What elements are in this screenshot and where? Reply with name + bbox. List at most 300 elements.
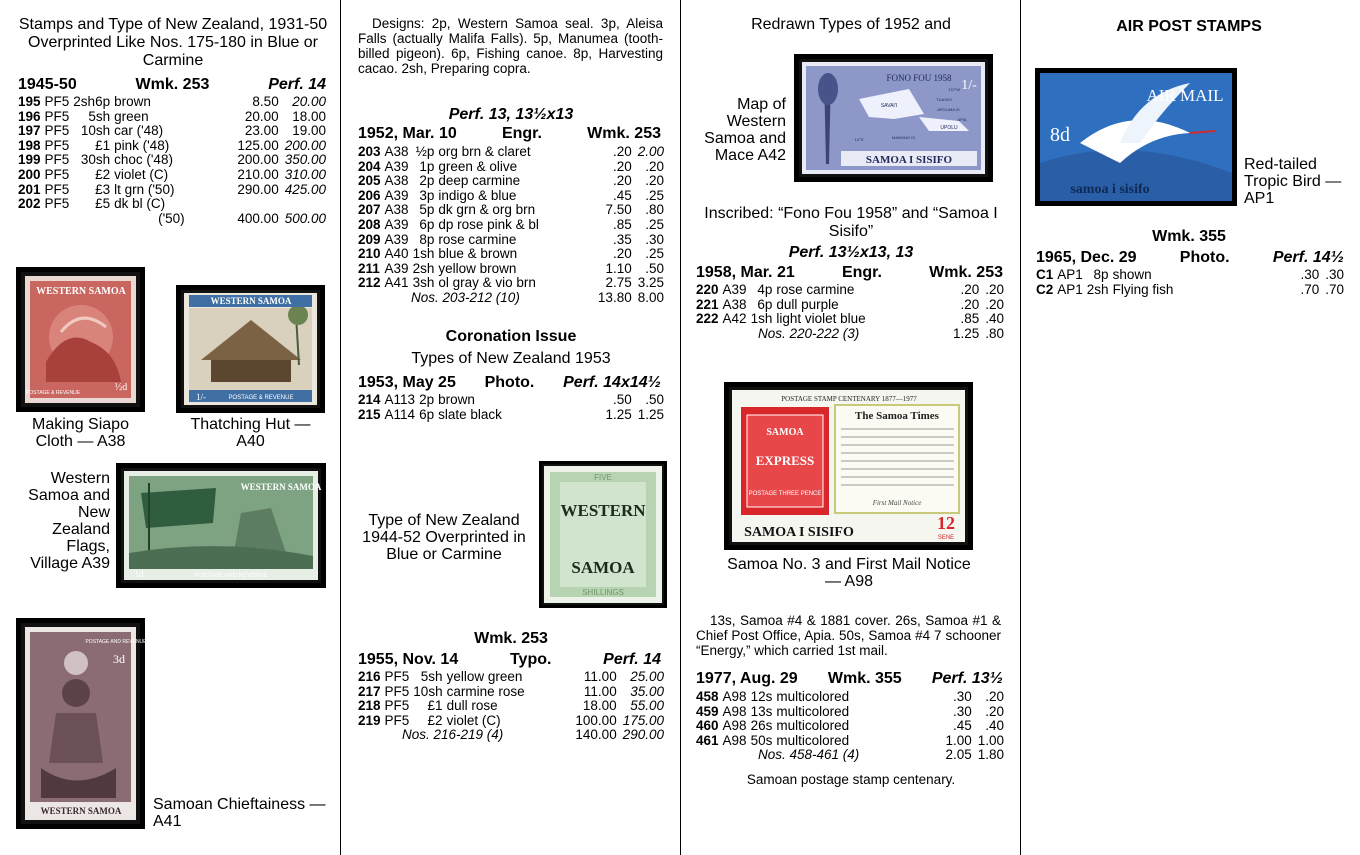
- row-unused: 8.50: [252, 94, 279, 109]
- row-denomination: 2sh: [1086, 281, 1109, 297]
- row-desc: multicolored: [776, 732, 850, 748]
- table-row: [18, 183, 326, 198]
- row-desc: brown: [438, 392, 475, 407]
- row-denomination: 1p: [419, 158, 435, 174]
- row-used: 55.00: [630, 698, 664, 714]
- total-used: 8.00: [637, 289, 664, 305]
- issue-header: [358, 651, 661, 669]
- row-desc: light violet blue: [776, 311, 866, 327]
- table-row: [18, 110, 326, 125]
- issue-date: 1955, Nov. 14: [358, 651, 459, 668]
- row-number: C1: [1036, 267, 1054, 282]
- designs-note: Designs: 2p, Western Samoa seal. 3p, Aleisa Falls (actually Malifa Falls). 5p, Manumea (tooth-billed pigeon). 6p, Fishing canoe. 8p, Harvesting cacao. 2sh, Preparing copra.: [358, 16, 663, 76]
- row-number: 209: [358, 231, 381, 247]
- issue-perf: Perf. 14x14½: [563, 374, 661, 391]
- row-unused: .85: [960, 311, 980, 327]
- row-type: PF5: [44, 137, 70, 153]
- row-desc: choc ('48): [114, 152, 173, 168]
- row-type: A39: [384, 231, 409, 247]
- issue-header: [18, 76, 326, 94]
- row-type: AP1: [1057, 267, 1083, 282]
- table-row: [18, 139, 326, 154]
- row-used: .20: [985, 703, 1004, 719]
- row-denomination: £1: [427, 698, 443, 714]
- issue-date: 1952, Mar. 10: [358, 125, 457, 142]
- row-desc: violet (C): [114, 166, 169, 182]
- issue-process: Photo.: [484, 374, 535, 391]
- stamp-text: FIVE: [594, 473, 612, 482]
- table-row: [18, 197, 326, 212]
- total-used: 1.80: [977, 747, 1004, 763]
- row-used: .25: [645, 246, 664, 262]
- column-2: [358, 0, 664, 855]
- row-denomination: 12s: [750, 689, 773, 704]
- column-divider: [340, 0, 341, 855]
- row-unused: 100.00: [575, 712, 617, 728]
- stamp-value: 3d: [113, 652, 125, 666]
- caption-ap1: Red-tailed Tropic Bird — AP1: [1244, 156, 1342, 207]
- table-row: [696, 705, 1004, 720]
- row-number: 195: [18, 94, 41, 109]
- row-unused: 23.00: [244, 123, 279, 139]
- row-number: 210: [358, 246, 381, 262]
- stamp-text: WESTERN SAMOA: [40, 806, 122, 816]
- caption-a38: Making Siapo Cloth — A38: [32, 416, 129, 450]
- row-unused: .70: [1300, 281, 1320, 297]
- table-row: [358, 247, 664, 262]
- issue-watermark: Wmk. 253: [135, 76, 210, 93]
- row-denomination: ½p: [415, 144, 435, 159]
- stamp-text: FONO FOU 1958: [886, 73, 952, 83]
- row-denomination: £2: [95, 166, 111, 182]
- issue-perf: Perf. 14: [268, 76, 326, 93]
- row-unused: [231, 197, 278, 212]
- row-unused: 290.00: [237, 181, 279, 197]
- stamp-image-a41: [16, 618, 145, 829]
- stamp-text: POSTAGE AND REVENUE: [194, 573, 268, 579]
- issue-process: Engr.: [841, 264, 882, 281]
- row-type: A98: [722, 703, 747, 719]
- total-label: Nos. 458-461 (4): [758, 747, 860, 763]
- row-unused: 1.00: [945, 732, 972, 748]
- row-used: .30: [645, 231, 664, 247]
- stamp-value: ½d: [114, 382, 128, 393]
- section-title: AIR POST STAMPS: [1116, 18, 1262, 35]
- issue-watermark: Wmk. 355: [827, 670, 902, 687]
- issue-date: 1977, Aug. 29: [696, 670, 798, 687]
- stamp-table: [358, 393, 664, 422]
- caption-a41: Samoan Chieftainess — A41: [153, 796, 326, 830]
- issue-header: [358, 125, 661, 143]
- stamp-text: POSTAGE & REVENUE: [25, 390, 81, 396]
- stamp-text: SHILLINGS: [582, 588, 624, 597]
- stamp-text: AIR MAIL: [1146, 86, 1224, 105]
- row-denomination: 8p: [419, 231, 435, 247]
- table-row: [18, 212, 326, 227]
- row-desc: slate black: [438, 406, 502, 422]
- row-desc: org brn & claret: [438, 144, 531, 159]
- table-row: [358, 233, 664, 248]
- row-desc: dp rose pink & bl: [438, 216, 539, 232]
- total-label: Nos. 220-222 (3): [758, 325, 860, 341]
- row-type: PF5: [384, 698, 410, 714]
- row-type: AP1: [1057, 281, 1083, 297]
- total-label: Nos. 203-212 (10): [411, 289, 520, 305]
- row-type: A113: [384, 392, 416, 407]
- issue-header: [1036, 249, 1344, 267]
- row-unused: .30: [952, 703, 972, 719]
- row-denomination: 8p: [1093, 267, 1109, 282]
- row-number: 220: [696, 282, 719, 297]
- row-desc: rose carmine: [776, 282, 855, 297]
- row-number: 459: [696, 703, 719, 719]
- row-used: .20: [645, 158, 664, 174]
- row-desc: pink ('48): [114, 137, 170, 153]
- row-denomination: 2sh6p: [73, 94, 111, 109]
- stamp-text: SAMOA: [571, 558, 635, 577]
- issue-watermark: Wmk. 253: [929, 264, 1003, 281]
- row-used: .20: [985, 282, 1004, 297]
- row-denomination: 2p: [419, 173, 435, 189]
- table-row: [358, 189, 664, 204]
- row-used: 425.00: [284, 181, 326, 197]
- total-used: .80: [985, 325, 1004, 341]
- row-type: PF5: [44, 108, 70, 124]
- row-number: 216: [358, 669, 381, 684]
- column-divider: [1020, 0, 1021, 855]
- stamp-image-a42: [794, 54, 993, 182]
- row-used: 20.00: [292, 94, 326, 109]
- row-type: PF5: [44, 123, 70, 139]
- row-denomination: £1: [95, 137, 111, 153]
- stamp-text: POSTAGE THREE PENCE: [748, 491, 822, 497]
- row-used: .70: [1325, 281, 1344, 297]
- row-number: 200: [18, 166, 41, 182]
- row-type: A38: [384, 173, 409, 189]
- table-row: [18, 95, 326, 110]
- row-unused: .45: [952, 718, 972, 734]
- row-type: A38: [384, 202, 409, 218]
- issue-perf: Perf. 13½: [931, 670, 1003, 687]
- row-denomination: 6p: [419, 216, 435, 232]
- row-number: 221: [696, 296, 719, 312]
- row-number: 211: [358, 260, 380, 276]
- stamp-text: SAVAI'I: [880, 103, 898, 109]
- row-desc: Flying fish: [1112, 281, 1174, 297]
- stamp-image-ap1: [1035, 68, 1237, 206]
- stamp-table: [696, 690, 1004, 763]
- row-type: A39: [384, 260, 409, 276]
- row-denomination: 6p: [757, 296, 773, 312]
- table-row: [358, 160, 664, 175]
- row-number: 203: [358, 144, 381, 159]
- row-number: 205: [358, 173, 381, 189]
- row-number: 198: [18, 137, 41, 153]
- issue-watermark: Wmk. 253: [587, 125, 661, 142]
- total-used: 290.00: [622, 727, 664, 743]
- row-number: 217: [358, 683, 381, 699]
- stamp-text: WESTERN SAMOA: [36, 286, 126, 297]
- row-unused: 11.00: [583, 683, 617, 699]
- row-denomination: 50s: [750, 732, 773, 748]
- stamp-text: WESTERN SAMOA: [240, 482, 322, 492]
- coronation-subtitle: Types of New Zealand 1953: [411, 350, 611, 367]
- row-denomination: 5p: [419, 202, 435, 218]
- row-unused: .85: [612, 216, 632, 232]
- row-number: 201: [18, 181, 41, 197]
- row-number: 207: [358, 202, 381, 218]
- table-row: [358, 145, 664, 160]
- issue-date: 1965, Dec. 29: [1036, 249, 1137, 266]
- row-used: .80: [645, 202, 664, 218]
- row-unused: .20: [612, 144, 632, 159]
- table-row: [358, 699, 664, 714]
- issue-process: Engr.: [501, 125, 542, 142]
- row-unused: 20.00: [244, 108, 279, 124]
- table-row: [18, 168, 326, 183]
- stamp-table: [18, 95, 326, 226]
- table-row: [358, 174, 664, 189]
- row-desc: lt grn ('50): [114, 181, 175, 197]
- row-type: A38: [384, 144, 409, 159]
- row-unused: .20: [612, 246, 632, 262]
- row-unused: 1.25: [605, 406, 632, 422]
- row-number: 222: [696, 311, 719, 327]
- row-desc: green & olive: [438, 158, 518, 174]
- row-desc: dk bl (C): [114, 196, 166, 212]
- row-number: 199: [18, 152, 41, 168]
- a98-description: 13s, Samoa #4 & 1881 cover. 26s, Samoa #1 & Chief Post Office, Apia. 50s, Samoa #4 7 schooner “Energy,” which carried 1st mail.: [696, 613, 1001, 658]
- stamp-image-a98: [724, 382, 973, 550]
- stamp-text: TUASIVI: [936, 97, 952, 102]
- table-row: [358, 670, 664, 685]
- row-type: A98: [722, 718, 747, 734]
- row-used: 1.00: [977, 732, 1004, 748]
- row-denomination: £5: [95, 196, 111, 212]
- caption-pf5: Type of New Zealand 1944-52 Overprinted in Blue or Carmine: [362, 512, 526, 563]
- stamp-image-pf5: [539, 461, 667, 608]
- row-used: 35.00: [630, 683, 664, 699]
- table-row: [1036, 283, 1344, 298]
- row-denomination: 5sh: [88, 108, 111, 124]
- row-used: 19.00: [292, 123, 326, 139]
- stamp-text: The Samoa Times: [855, 410, 939, 422]
- watermark-heading: Wmk. 355: [1152, 228, 1226, 245]
- table-row: [358, 218, 664, 233]
- table-row: [696, 298, 1004, 313]
- row-denomination: 3p: [419, 187, 435, 203]
- section-title: Redrawn Types of 1952 and: [751, 16, 951, 33]
- table-row: [1036, 268, 1344, 283]
- stamp-value: 12: [937, 513, 955, 533]
- stamp-text: SAMOA I SISIFO: [744, 525, 854, 540]
- row-denomination: 6p: [419, 406, 435, 422]
- row-type: PF5: [44, 152, 70, 168]
- table-row: [18, 124, 326, 139]
- issue-perf: Perf. 14½: [1272, 249, 1344, 266]
- row-unused: 1.10: [605, 260, 632, 276]
- issue-date: 1958, Mar. 21: [696, 264, 795, 281]
- row-desc: dull rose: [446, 698, 498, 714]
- row-used: 25.00: [630, 669, 664, 684]
- row-denomination: 2sh: [412, 260, 435, 276]
- row-number: 202: [18, 196, 41, 212]
- row-denomination: 30sh: [80, 152, 111, 168]
- row-unused: .50: [612, 392, 632, 407]
- issue-year: 1945-50: [18, 76, 77, 93]
- row-type: A39: [384, 158, 409, 174]
- caption-a40: Thatching Hut — A40: [190, 416, 311, 450]
- row-used: .40: [985, 718, 1004, 734]
- total-unused: 140.00: [575, 727, 617, 743]
- row-type: A42: [722, 311, 747, 327]
- row-denomination: £2: [427, 712, 443, 728]
- row-type: A114: [384, 406, 416, 422]
- row-desc: blue & brown: [438, 246, 518, 262]
- issue-header: [696, 670, 1003, 688]
- stamp-value: 8d: [1050, 124, 1070, 146]
- row-unused: 2.75: [605, 275, 632, 291]
- table-row: [358, 203, 664, 218]
- row-type: A41: [384, 275, 409, 291]
- total-unused: 13.80: [597, 289, 632, 305]
- row-type: PF5: [384, 669, 410, 684]
- row-unused: .20: [960, 296, 980, 312]
- column-divider: [680, 0, 681, 855]
- perf-heading: Perf. 13, 13½x13: [448, 106, 574, 123]
- row-used: .25: [645, 216, 664, 232]
- row-denomination: £3: [95, 181, 111, 197]
- row-number: 197: [18, 123, 41, 139]
- footnote: Samoan postage stamp centenary.: [746, 772, 956, 787]
- caption-a39: Western Samoa and New Zealand Flags, Village A39: [28, 470, 110, 572]
- row-desc: multicolored: [776, 689, 850, 704]
- table-row: [358, 408, 664, 423]
- stamp-value: 1/-: [196, 392, 206, 402]
- row-desc: ol gray & vio brn: [438, 275, 536, 291]
- table-row: [18, 153, 326, 168]
- row-desc: dk grn & org brn: [438, 202, 536, 218]
- row-number: 461: [696, 732, 719, 748]
- table-row: [358, 276, 664, 291]
- watermark-heading: Wmk. 253: [474, 630, 548, 647]
- row-unused: 400.00: [237, 210, 279, 226]
- table-row: [358, 714, 664, 729]
- row-denomination: 1sh: [412, 246, 435, 262]
- table-row: [696, 734, 1004, 749]
- row-used: .50: [645, 392, 664, 407]
- stamp-text: UPOLU: [940, 125, 958, 131]
- stamp-text: POSTAGE AND REVENUE: [85, 639, 147, 645]
- row-used: 18.00: [292, 108, 326, 124]
- row-denomination: 10sh: [413, 683, 443, 699]
- row-type: A39: [384, 216, 409, 232]
- row-number: 212: [358, 275, 381, 291]
- stamp-text: APIA: [957, 117, 967, 122]
- stamp-text: EXPRESS: [755, 453, 815, 468]
- row-denomination: 4p: [757, 282, 773, 297]
- row-unused: .30: [952, 689, 972, 704]
- row-unused: 125.00: [237, 137, 279, 153]
- issue-header: [358, 374, 661, 392]
- stamp-text: POSTAGE & REVENUE: [228, 395, 294, 401]
- caption-a42: Map of Western Samoa and Mace A42: [704, 96, 786, 164]
- row-used: .20: [985, 296, 1004, 312]
- table-total: [696, 327, 1004, 342]
- row-unused: 7.50: [605, 202, 632, 218]
- stamp-text: SAMOA I SISIFO: [865, 154, 953, 166]
- stamp-text: SENE: [937, 535, 955, 541]
- table-total: [696, 748, 1004, 763]
- issue-date: 1953, May 25: [358, 374, 456, 391]
- perf-heading: Perf. 13½x13, 13: [788, 244, 914, 261]
- row-number: 218: [358, 698, 381, 714]
- row-desc: dull purple: [776, 296, 839, 312]
- table-row: [358, 685, 664, 700]
- row-type: PF5: [44, 166, 70, 182]
- row-type: PF5: [44, 196, 70, 212]
- row-used: 310.00: [284, 166, 326, 182]
- row-unused: 210.00: [237, 166, 279, 182]
- row-number: 215: [358, 406, 381, 422]
- coronation-title: Coronation Issue: [445, 328, 577, 345]
- stamp-table: [1036, 268, 1344, 297]
- issue-perf: Perf. 14: [603, 651, 661, 668]
- issue-process: Photo.: [1179, 249, 1230, 266]
- row-desc: multicolored: [776, 718, 850, 734]
- row-desc: car ('48): [114, 123, 164, 139]
- row-denomination: 13s: [750, 703, 773, 719]
- stamp-text: WESTERN: [560, 501, 646, 520]
- stamp-text: MANONO IS.: [891, 135, 917, 140]
- row-type: PF5: [44, 181, 70, 197]
- row-used: .30: [1325, 267, 1344, 282]
- row-used: .25: [645, 187, 664, 203]
- row-used: .20: [985, 689, 1004, 704]
- stamp-text: samoa i sisifo: [1070, 182, 1150, 197]
- stamp-text: First Mail Notice: [872, 499, 922, 507]
- stamp-image-a38: [16, 267, 145, 412]
- stamp-table: [696, 283, 1004, 341]
- row-used: 175.00: [622, 712, 664, 728]
- row-unused: .20: [612, 158, 632, 174]
- row-denomination: 3sh: [412, 275, 435, 291]
- row-desc: violet (C): [446, 712, 501, 728]
- row-desc: multicolored: [776, 703, 850, 719]
- row-desc: shown: [1112, 267, 1152, 282]
- row-desc: rose carmine: [438, 231, 517, 247]
- row-desc: green: [114, 108, 149, 124]
- row-number: 206: [358, 187, 381, 203]
- row-unused: .35: [612, 231, 632, 247]
- table-row: [358, 393, 664, 408]
- stamp-image-a39: [116, 463, 326, 588]
- row-used: 500.00: [284, 210, 326, 226]
- row-desc: ('50): [158, 210, 185, 226]
- row-desc: carmine rose: [446, 683, 525, 699]
- row-type: A40: [384, 246, 409, 262]
- row-type: A98: [722, 732, 747, 748]
- row-used: 200.00: [284, 137, 326, 153]
- row-type: A39: [722, 282, 747, 297]
- table-row: [696, 283, 1004, 298]
- inscription-note: Inscribed: “Fono Fou 1958” and “Samoa I Sisifo”: [704, 205, 998, 240]
- stamp-text: SAMOA: [766, 427, 804, 438]
- row-used: 3.25: [637, 275, 664, 291]
- row-type: PF5: [44, 94, 70, 109]
- row-unused: .20: [960, 282, 980, 297]
- table-total: [358, 291, 664, 306]
